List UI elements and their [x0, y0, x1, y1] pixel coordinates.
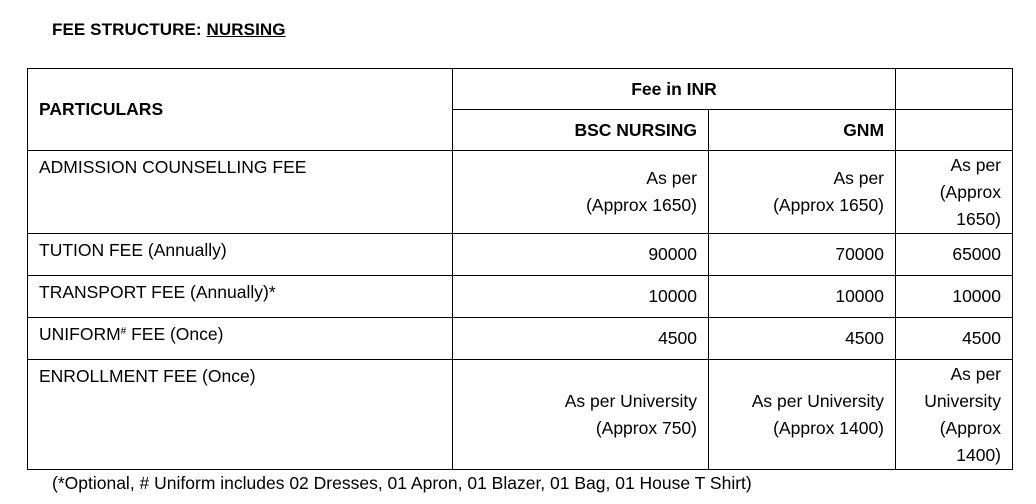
cell-third: 65000 — [896, 234, 1013, 276]
title-prefix: FEE STRUCTURE: — [52, 20, 207, 39]
title-subject: NURSING — [206, 20, 286, 39]
fee-group-header: Fee in INR — [453, 69, 896, 110]
col-header-third — [896, 110, 1013, 151]
cell-third: 4500 — [896, 318, 1013, 360]
table-row — [28, 360, 1013, 470]
row-label: UNIFORM# FEE (Once) — [28, 318, 453, 360]
cell-bsc-nursing: 10000 — [453, 276, 709, 318]
fee-table — [27, 68, 1013, 470]
table-row — [28, 276, 1013, 318]
cell-third: As per University (Approx 1400) — [896, 360, 1013, 470]
cell-gnm: 4500 — [709, 318, 896, 360]
table-row — [28, 318, 1013, 360]
row-label: TRANSPORT FEE (Annually)* — [28, 276, 453, 318]
page-title — [52, 20, 286, 40]
table-header-row — [28, 69, 1013, 110]
cell-gnm: 70000 — [709, 234, 896, 276]
particulars-header: PARTICULARS — [28, 69, 453, 151]
footnote: (*Optional, # Uniform includes 02 Dresses, 01 Apron, 01 Blazer, 01 Bag, 01 House T Shirt) — [52, 473, 752, 493]
table-row — [28, 234, 1013, 276]
fee-group-header-extra — [896, 69, 1013, 110]
row-label: ADMISSION COUNSELLING FEE — [28, 151, 453, 234]
col-header-gnm: GNM — [709, 110, 896, 151]
row-label: ENROLLMENT FEE (Once) — [28, 360, 453, 470]
cell-bsc-nursing: As per University (Approx 750) — [453, 360, 709, 470]
cell-gnm: As per University (Approx 1400) — [709, 360, 896, 470]
table-row — [28, 151, 1013, 234]
cell-third: As per (Approx 1650) — [896, 151, 1013, 234]
cell-bsc-nursing: As per (Approx 1650) — [453, 151, 709, 234]
cell-gnm: 10000 — [709, 276, 896, 318]
row-label: TUTION FEE (Annually) — [28, 234, 453, 276]
col-header-bsc-nursing: BSC NURSING — [453, 110, 709, 151]
cell-gnm: As per (Approx 1650) — [709, 151, 896, 234]
cell-bsc-nursing: 4500 — [453, 318, 709, 360]
cell-bsc-nursing: 90000 — [453, 234, 709, 276]
cell-third: 10000 — [896, 276, 1013, 318]
